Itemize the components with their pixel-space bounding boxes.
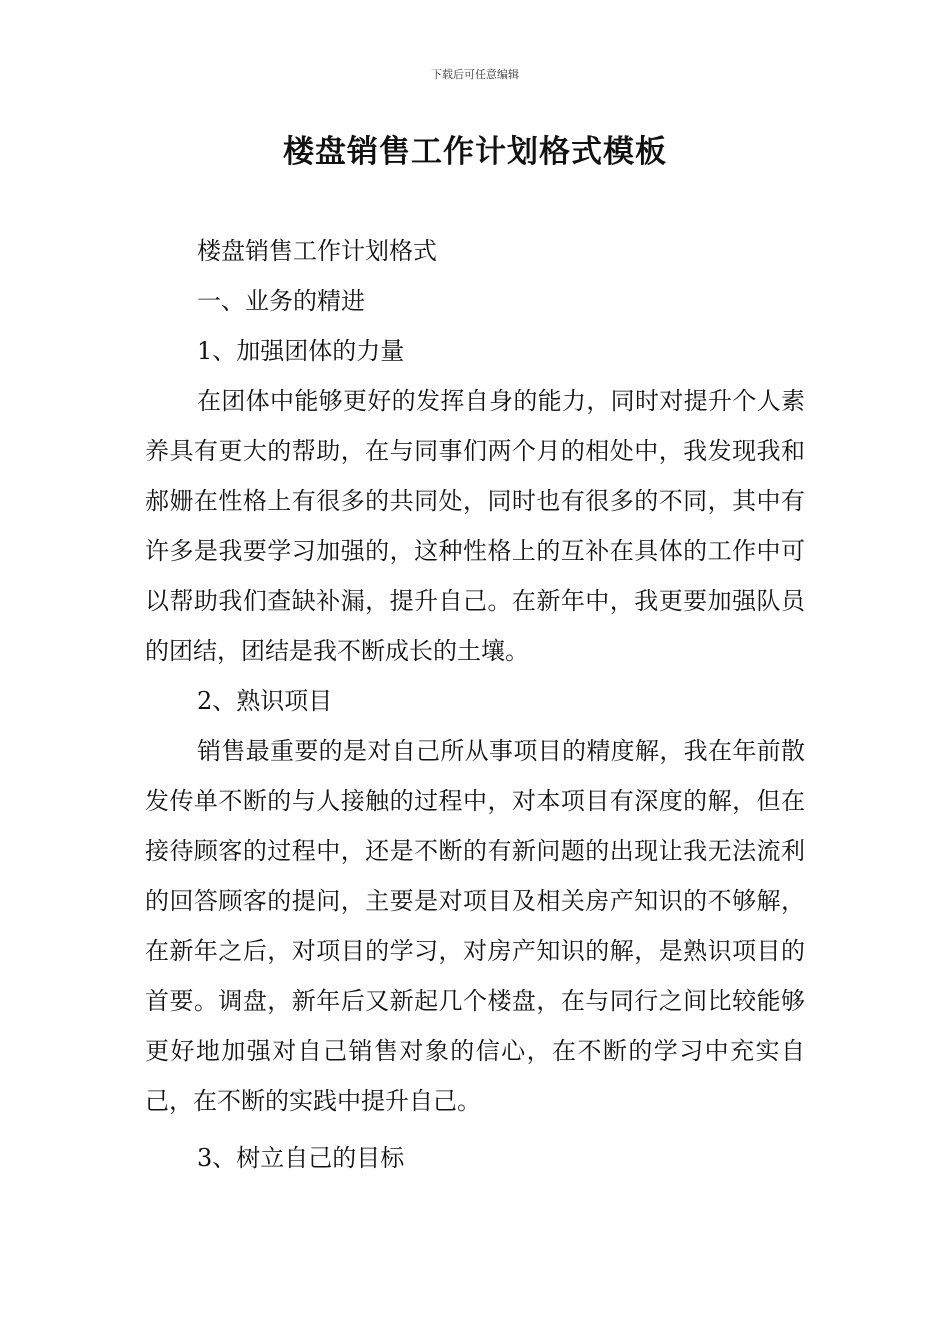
page-title: 楼盘销售工作计划格式模板 [283,134,667,170]
subsection-heading: 1、加强团体的力量 [197,337,405,365]
subsection-heading: 2、熟识项目 [197,687,333,715]
subtitle-paragraph: 楼盘销售工作计划格式 [197,237,437,265]
body-paragraph: 在团体中能够更好的发挥自身的能力，同时对提升个人素养具有更大的帮助，在与同事们两个月的相处中，我发现我和郝姗在性格上有很多的共同处，同时也有很多的不同，其中有许多是我要学习加强的，这种性格上的互补在具体的工作中可以帮助我们查缺补漏，提升自己。在新年中，我更要加强队员的团结，团结是我不断成长的土壤。 [145,387,805,665]
subsection-heading: 3、树立自己的目标 [197,1144,405,1172]
document-body [145,226,805,1183]
section-heading: 一、业务的精进 [197,287,365,315]
header-note: 下载后可任意编辑 [431,68,519,81]
body-paragraph: 销售最重要的是对自己所从事项目的精度解，我在年前散发传单不断的与人接触的过程中，对本项目有深度的解，但在接待顾客的过程中，还是不断的有新问题的出现让我无法流利的回答顾客的提问，主要是对项目及相关房产知识的不够解，在新年之后，对项目的学习，对房产知识的解，是熟识项目的首要。调盘，新年后又新起几个楼盘，在与同行之间比较能够更好地加强对自己销售对象的信心，在不断的学习中充实自己，在不断的实践中提升自己。 [145,737,805,1115]
